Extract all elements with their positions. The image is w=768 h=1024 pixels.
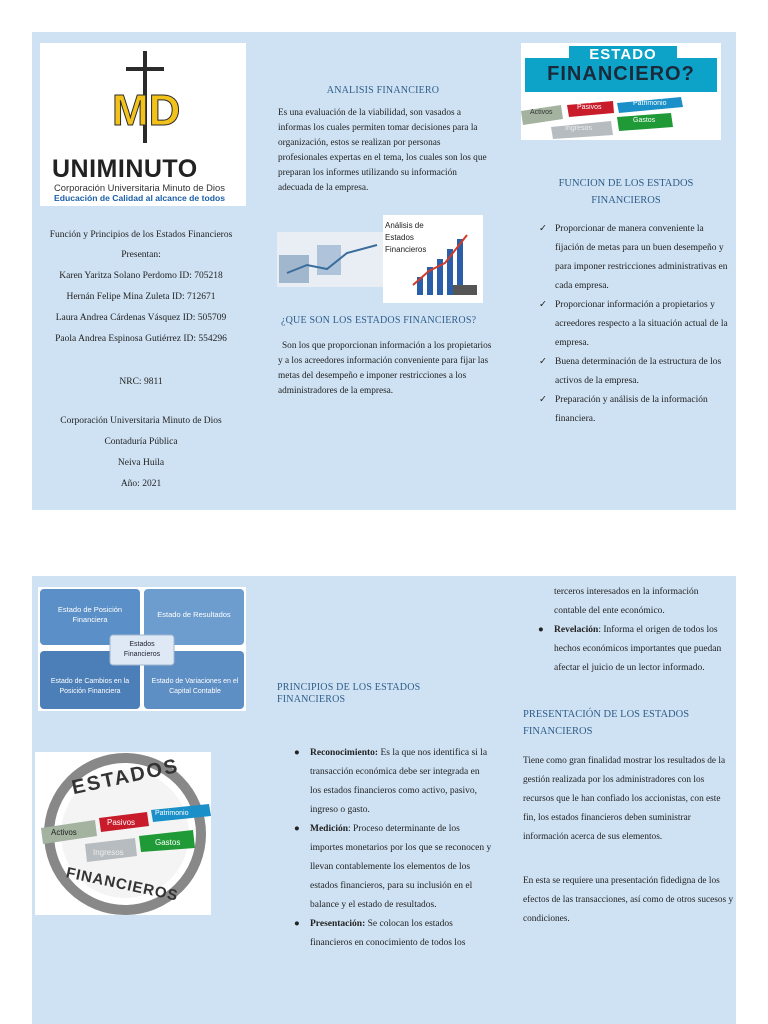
presenter-3: Laura Andrea Cárdenas Vásquez ID: 505709 [55, 313, 227, 323]
analisis-heading: ANALISIS FINANCIERO [326, 85, 440, 96]
principios-heading-line-1: PRINCIPIOS DE LOS ESTADOS [277, 682, 421, 693]
funcion-item [539, 296, 735, 353]
diagram-top-left: Estado de Posición Financiera [57, 605, 123, 624]
analysis-image-label-3: Financieros [385, 245, 427, 254]
analysis-image-label-1: Análisis de [385, 221, 424, 230]
badge-top-text: ESTADOS [69, 754, 182, 800]
presenters-label: Presentan: [121, 250, 161, 260]
que-son-body: Son los que proporcionan información a los propietarios y a los acreedores información conveniente para fijar las metas del desempeño e imponer restricciones a los administradores de la empresa. [278, 341, 492, 396]
diagram-center: Estados Financieros [123, 641, 161, 658]
svg-text:MD: MD [112, 86, 181, 135]
principio-term: Presentación: [310, 919, 366, 929]
banner-line-2: FINANCIERO? [547, 63, 695, 85]
principio-text: Se colocan los estados financieros en conocimiento de todos los [310, 919, 466, 948]
estados-financieros-diagram [38, 587, 246, 711]
estados-financieros-badge [35, 752, 211, 915]
cover-title: Función y Principios de los Estados Financieros [49, 230, 233, 240]
presenter-1: Karen Yaritza Solano Perdomo ID: 705218 [59, 271, 223, 281]
principios-heading-line-2: FINANCIEROS [277, 694, 346, 705]
badge-tile-activos: Activos [51, 828, 77, 837]
principios-list [292, 744, 492, 953]
revelacion-item [536, 621, 732, 678]
badge-tile-gastos: Gastos [155, 838, 181, 847]
checkmark-icon: ✓ [539, 395, 547, 405]
presentacion-heading-line-1: PRESENTACIÓN DE LOS ESTADOS [523, 709, 690, 720]
badge-tile-ingresos: Ingresos [93, 848, 124, 857]
banner-tile-pasivos: Pasivos [577, 104, 602, 111]
funcion-item-text: Proporcionar información a propietarios y acreedores respecto a la situación actual de la empresa. [555, 300, 728, 348]
bullet-icon: ● [294, 824, 300, 834]
banner-tile-activos: Activos [530, 109, 553, 116]
presentacion-heading [523, 706, 733, 740]
checkmark-icon: ✓ [539, 357, 547, 367]
principios-heading [277, 682, 477, 706]
institution: Corporación Universitaria Minuto de Dios [60, 416, 222, 426]
year: Año: 2021 [120, 479, 162, 489]
funcion-item-text: Preparación y análisis de la información financiera. [555, 395, 708, 424]
banner-tile-patrimonio: Patrimonio [633, 100, 667, 107]
diagram-bottom-right: Estado de Variaciones en el Capital Contable [151, 678, 239, 695]
funcion-heading [523, 175, 729, 209]
funcion-item [539, 220, 735, 296]
diagram-top-right: Estado de Resultados [157, 610, 231, 619]
banner-tile-ingresos: Ingresos [565, 125, 592, 132]
presentacion-heading-line-2: FINANCIEROS [523, 726, 593, 737]
revelacion-text: : Informa el origen de todos los hechos económicos importantes que puedan afectar el juicio de un lector informado. [554, 625, 722, 673]
bullet-icon: ● [294, 748, 300, 758]
bullet-icon: ● [294, 919, 300, 929]
revelacion-list [536, 621, 732, 678]
principio-item [292, 820, 492, 915]
logo-name: UNIMINUTO [52, 155, 198, 183]
principio-text: : Proceso determinante de los importes monetarios por los que se reconocen y llevan contablemente los elementos de los estados financieros, para su inclusión en el balance y el estado de resultados. [310, 824, 492, 910]
program: Contaduría Pública [104, 437, 178, 447]
principio-item [292, 744, 492, 820]
banner-tile-gastos: Gastos [633, 117, 656, 124]
funcion-list [539, 220, 735, 429]
continuacion-text: terceros interesados en la información contable del ente económico. [554, 587, 699, 616]
principio-item [292, 915, 492, 953]
cross-logo-icon [40, 43, 246, 143]
funcion-item [539, 353, 735, 391]
analysis-chart-image [277, 215, 483, 303]
presentacion-body-2: En esta se requiere una presentación fidedigna de los efectos de las transacciones, así como de otros sucesos y condiciones. [523, 876, 734, 924]
funcion-item-text: Buena determinación de la estructura de los activos de la empresa. [555, 357, 722, 386]
cover-block [32, 226, 250, 495]
que-son-heading: ¿QUE SON LOS ESTADOS FINANCIEROS? [281, 315, 477, 326]
revelacion-term: Revelación [554, 625, 599, 635]
brochure-inside-panel [32, 576, 736, 1024]
funcion-heading-line-1: FUNCION DE LOS ESTADOS [558, 178, 694, 189]
funcion-heading-line-2: FINANCIEROS [591, 195, 661, 206]
analisis-body: Es una evaluación de la viabilidad, son vasados a informas los cuales permiten tomar decisiones para la organización, estos se realizan por personas profesionales expertas en el tema, los cuales son los que preparan los informes utilizando su información adecuada de la empresa. [278, 108, 487, 193]
principio-term: Medición [310, 824, 348, 834]
city: Neiva Huila [117, 458, 165, 468]
brochure-outside-panel [32, 32, 736, 510]
presentacion-body-1: Tiene como gran finalidad mostrar los resultados de la gestión realizada por los administradores con los recursos que le han confiado los accionistas, con este fin, los estados financieros deben suministrar información acerca de sus elementos. [523, 756, 726, 842]
presenter-2: Hernán Felipe Mina Zuleta ID: 712671 [66, 292, 216, 302]
presenter-4: Paola Andrea Espinosa Gutiérrez ID: 554296 [55, 334, 227, 344]
nrc: NRC: 9811 [119, 377, 163, 387]
uniminuto-logo [40, 43, 246, 206]
analysis-image [277, 215, 483, 303]
principio-term: Reconocimiento: [310, 748, 379, 758]
diagram-bottom-left: Estado de Cambios en la Posición Financiera [50, 678, 130, 695]
logo-tagline: Educación de Calidad al alcance de todos [54, 193, 225, 203]
logo-subtitle: Corporación Universitaria Minuto de Dios [54, 182, 225, 193]
funcion-item-text: Proporcionar de manera conveniente la fijación de metas para un buen desempeño y para imponer restricciones administrativas en cada empresa. [555, 224, 728, 291]
badge-tile-patrimonio: Patrimonio [155, 810, 189, 817]
principio-text: Es la que nos identifica si la transacción económica debe ser integrada en los estados financieros como activo, pasivo, ingreso o gasto. [310, 748, 488, 815]
badge-tile-pasivos: Pasivos [107, 818, 136, 827]
analysis-image-label-2: Estados [385, 233, 414, 242]
checkmark-icon: ✓ [539, 224, 547, 234]
checkmark-icon: ✓ [539, 300, 547, 310]
banner-line-1: ESTADO [589, 46, 657, 63]
badge-bottom-text: FINANCIEROS [64, 864, 180, 905]
bullet-icon: ● [538, 625, 544, 635]
estado-financiero-banner [521, 43, 721, 140]
funcion-item [539, 391, 735, 429]
